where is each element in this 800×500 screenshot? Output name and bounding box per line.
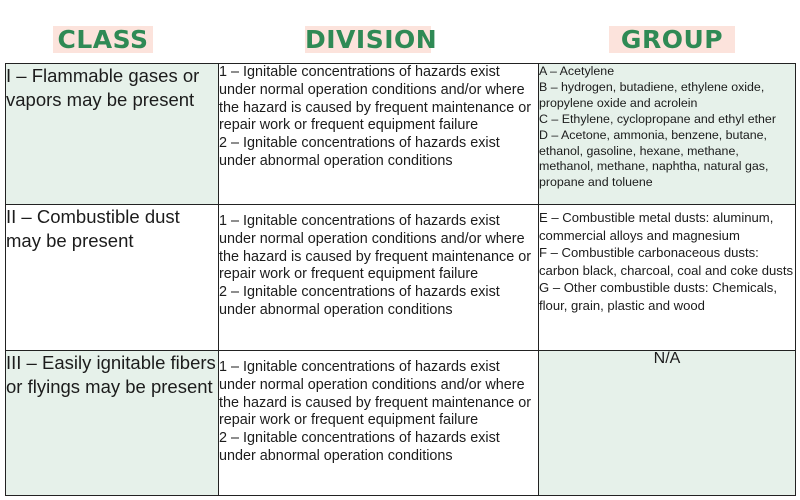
class-label: I – Flammable gases or vapors may be present <box>6 65 200 110</box>
group-b-text: B – hydrogen, butadiene, ethylene oxide, propylene oxide and acrolein <box>539 79 765 110</box>
division-2-text: 2 – Ignitable concentrations of hazards exist under abnormal operation conditions <box>219 284 500 318</box>
division-2-text: 2 – Ignitable concentrations of hazards exist under abnormal operation conditions <box>219 135 500 169</box>
group-c-text: C – Ethylene, cyclopropane and ethyl ether <box>539 111 776 126</box>
group-e-text: E – Combustible metal dusts: aluminum, commercial alloys and magnesium <box>539 210 774 243</box>
group-cell <box>539 205 796 351</box>
class-cell <box>6 351 219 496</box>
division-1-text: 1 – Ignitable concentrations of hazards exist under normal operation conditions and/or where the hazard is caused by frequent maintenance or repair work or frequent equipment failure <box>219 64 531 134</box>
class-label: II – Combustible dust may be present <box>6 206 180 251</box>
class-label: III – Easily ignitable fibers or flyings may be present <box>6 352 216 397</box>
table-row <box>6 351 796 496</box>
division-cell <box>219 205 539 351</box>
group-cell <box>539 64 796 205</box>
division-header: DIVISION <box>305 25 438 54</box>
table-row <box>6 205 796 351</box>
group-d-text: D – Acetone, ammonia, benzene, butane, ethanol, gasoline, hexane, methane, methanol, methane, naphtha, natural gas, propane and toluene <box>539 127 769 190</box>
division-cell <box>219 351 539 496</box>
group-a-text: A – Acetylene <box>539 64 615 78</box>
table-row <box>6 64 796 205</box>
class-cell <box>6 64 219 205</box>
group-header: GROUP <box>609 26 735 53</box>
group-g-text: G – Other combustible dusts: Chemicals, flour, grain, plastic and wood <box>539 280 777 313</box>
hazard-classification-table <box>5 63 796 496</box>
class-cell <box>6 205 219 351</box>
class-header: CLASS <box>53 26 153 53</box>
group-f-text: F – Combustible carbonaceous dusts: carbon black, charcoal, coal and coke dusts <box>539 245 794 278</box>
group-cell <box>539 351 796 496</box>
division-1-text: 1 – Ignitable concentrations of hazards exist under normal operation conditions and/or where the hazard is caused by frequent maintenance or repair work or frequent equipment failure <box>219 213 531 283</box>
division-cell <box>219 64 539 205</box>
division-1-text: 1 – Ignitable concentrations of hazards exist under normal operation conditions and/or where the hazard is caused by frequent maintenance or repair work or frequent equipment failure <box>219 359 531 429</box>
group-na-text: N/A <box>653 350 681 367</box>
division-2-text: 2 – Ignitable concentrations of hazards exist under abnormal operation conditions <box>219 430 500 464</box>
